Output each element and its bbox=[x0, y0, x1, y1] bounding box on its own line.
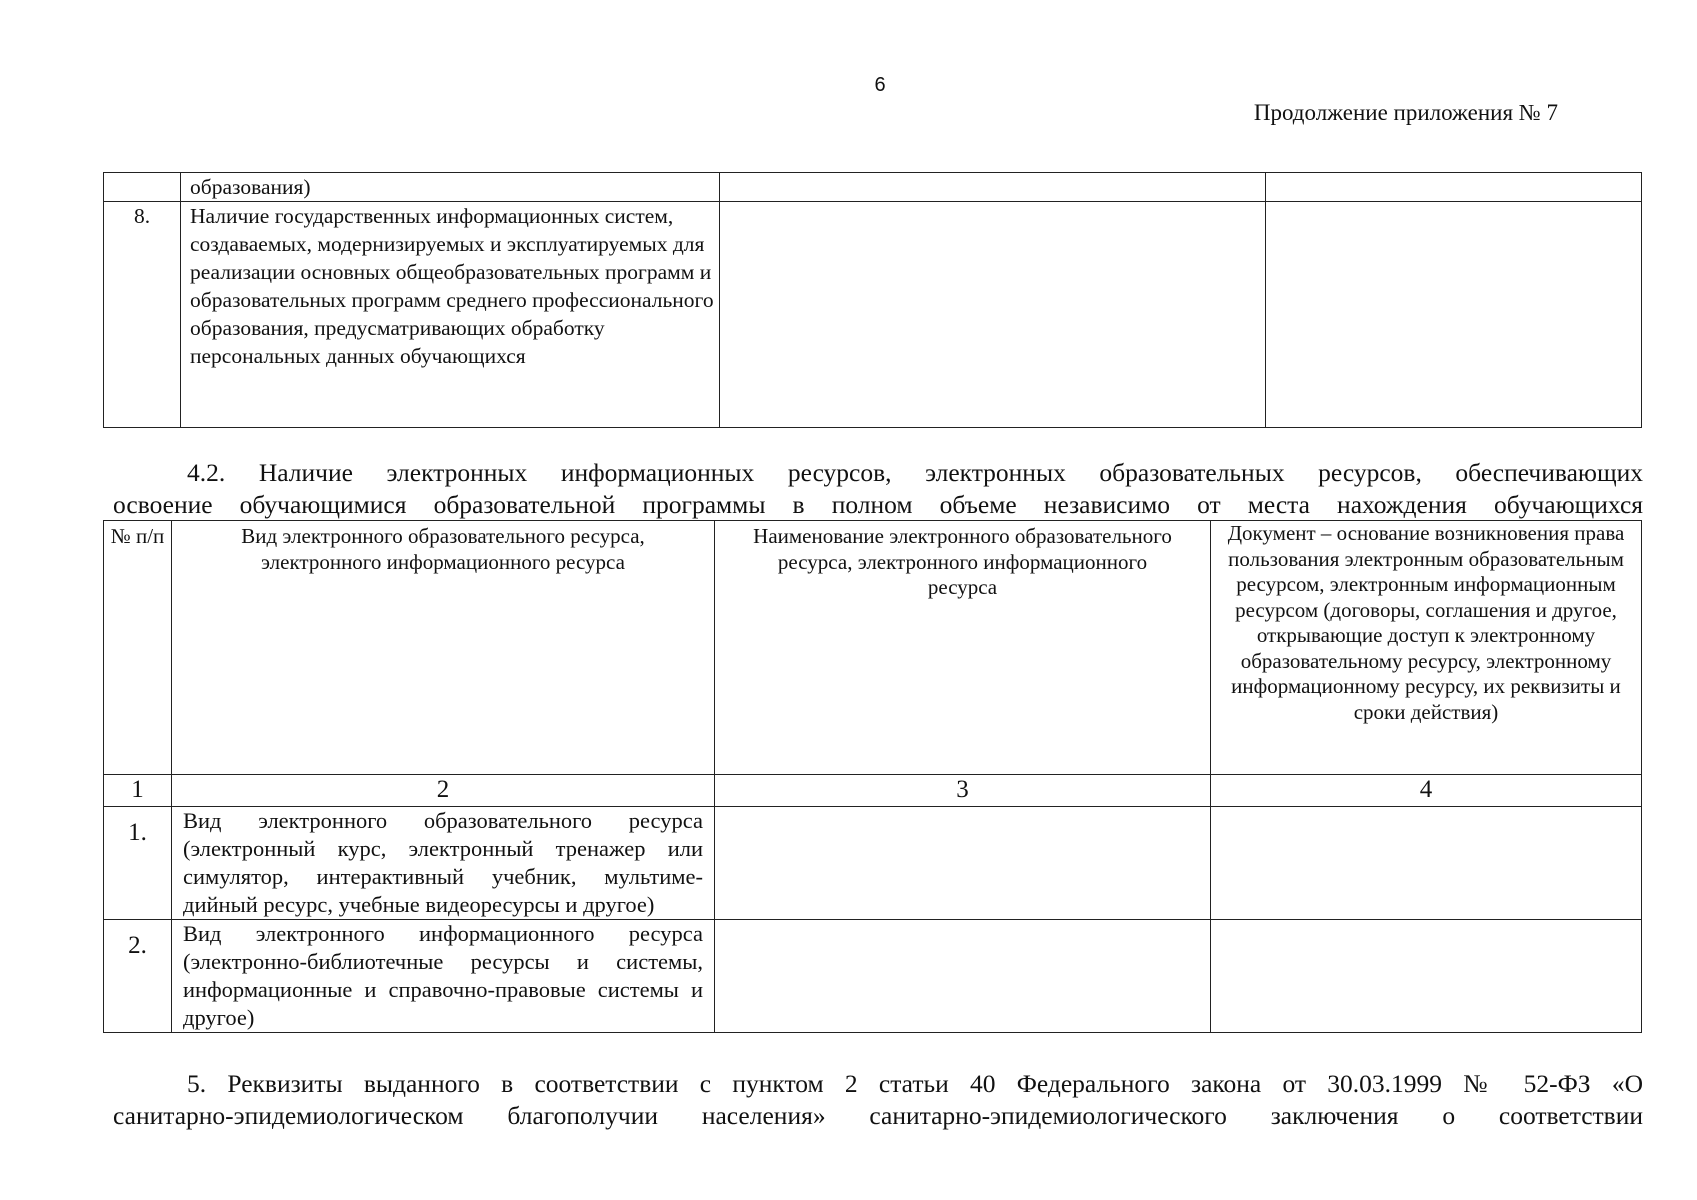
page-number: 6 bbox=[874, 74, 886, 96]
column-number: 2 bbox=[172, 775, 715, 807]
row-number: 2. bbox=[104, 920, 172, 1033]
row-text: образования) bbox=[181, 173, 720, 202]
section-5-line-2: санитарно-эпидемиологическом благополучии населения» санитарно-эпидемиологического заключения о соответствии bbox=[113, 1101, 1643, 1130]
row-number: 1. bbox=[104, 807, 172, 920]
electronic-resources-table bbox=[103, 520, 1642, 1033]
header-resource-name: Наименование электронного образовательного ресурса, электронного информационного ресурса bbox=[715, 521, 1211, 775]
header-row bbox=[104, 521, 1642, 775]
empty-cell bbox=[720, 202, 1266, 428]
info-systems-table bbox=[103, 172, 1642, 428]
column-number: 3 bbox=[715, 775, 1211, 807]
section-5-line-1: 5. Реквизиты выданного в соответствии с пунктом 2 статьи 40 Федерального закона от 30.03.1999 № 52-ФЗ «О bbox=[187, 1069, 1643, 1098]
table-row bbox=[104, 202, 1642, 428]
column-number: 1 bbox=[104, 775, 172, 807]
header-document-basis: Документ – основание возникновения права пользования электронным образовательным ресурсом, электронным информационным ресурсом (договоры, соглашения и другое, открывающие доступ к электронному образовательному ресурсу, электронному информационному ресурсу, их реквизиты и сроки действия) bbox=[1211, 521, 1642, 775]
row-number bbox=[104, 173, 181, 202]
table-row bbox=[104, 807, 1642, 920]
row-number: 8. bbox=[104, 202, 181, 428]
empty-cell bbox=[715, 807, 1211, 920]
row-text: Вид электронного образовательного ресурса (электронный курс, электронный тренажер или симулятор, интерактивный учебник, мультиме-дийный ресурс, учебные видеоресурсы и другое) bbox=[172, 807, 715, 920]
row-text: Вид электронного информационного ресурса (электронно-библиотечные ресурсы и системы, информационные и справочно-правовые системы и другое) bbox=[172, 920, 715, 1033]
column-number: 4 bbox=[1211, 775, 1642, 807]
empty-cell bbox=[1211, 920, 1642, 1033]
empty-cell bbox=[720, 173, 1266, 202]
empty-cell bbox=[715, 920, 1211, 1033]
header-number: № п/п bbox=[104, 521, 172, 775]
section-4-2 bbox=[113, 457, 1643, 521]
table-row bbox=[104, 173, 1642, 202]
column-number-row bbox=[104, 775, 1642, 807]
section-4-2-line-1: 4.2. Наличие электронных информационных ресурсов, электронных образовательных ресурсов, обеспечивающих bbox=[187, 458, 1643, 487]
table-row bbox=[104, 920, 1642, 1033]
empty-cell bbox=[1266, 202, 1642, 428]
section-4-2-line-2: освоение обучающимися образовательной программы в полном объеме независимо от места нахождения обучающихся bbox=[113, 490, 1643, 519]
continuation-heading: Продолжение приложения № 7 bbox=[1253, 100, 1558, 125]
empty-cell bbox=[1211, 807, 1642, 920]
empty-cell bbox=[1266, 173, 1642, 202]
section-5 bbox=[113, 1068, 1643, 1132]
row-text: Наличие государственных информационных систем, создаваемых, модернизируемых и эксплуатируемых для реализации основных общеобразовательных программ и образовательных программ среднего профессионального образования, предусматривающих обработку персональных данных обучающихся bbox=[181, 202, 720, 428]
header-resource-type: Вид электронного образовательного ресурса, электронного информационного ресурса bbox=[172, 521, 715, 775]
